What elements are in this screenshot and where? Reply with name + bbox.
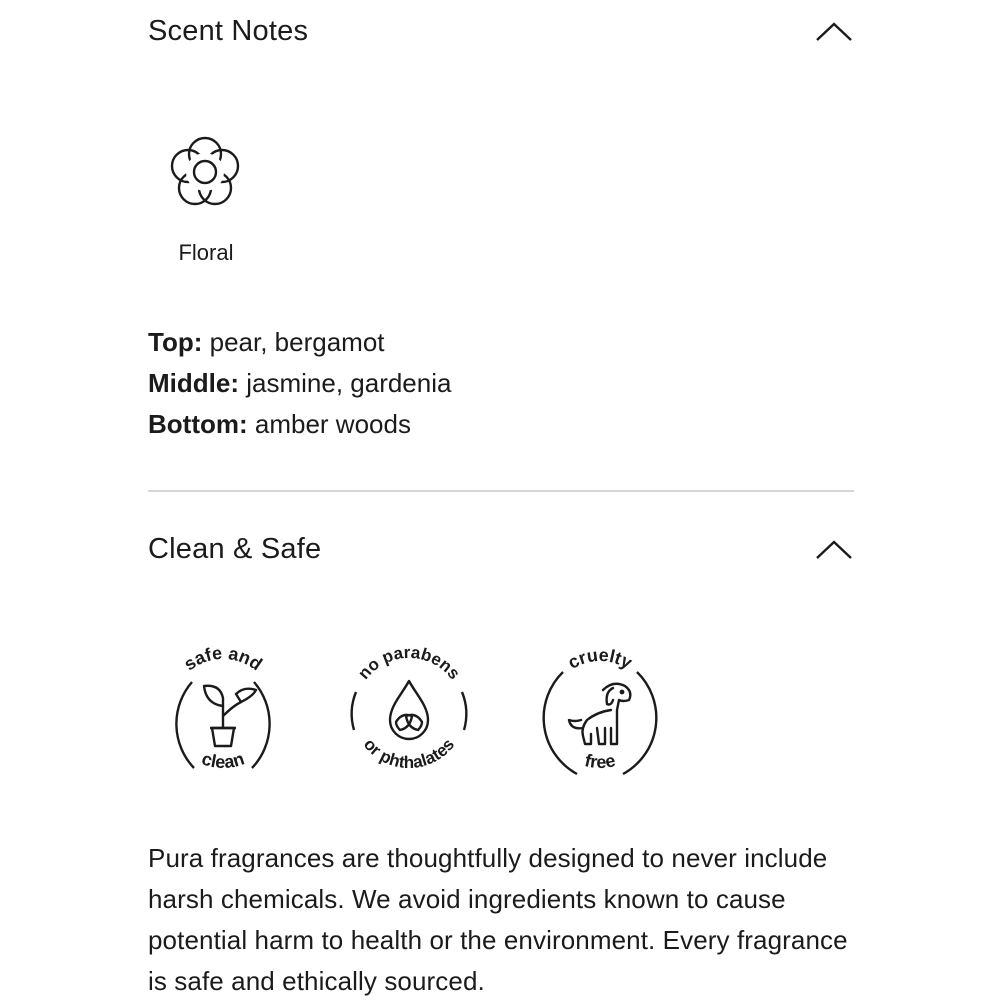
no-parabens-badge bbox=[334, 636, 484, 786]
clean-safe-description: Pura fragrances are thoughtfully designed to never include harsh chemicals. We avoid ingredients known to cause potential harm to health or the environment. Every fragrance is safe and ethically sourced. bbox=[148, 843, 848, 996]
scent-category-label: Floral bbox=[178, 240, 234, 265]
note-top bbox=[148, 322, 451, 363]
badge-bottom-text: or phthalates bbox=[359, 734, 459, 773]
scent-notes-list bbox=[148, 322, 451, 445]
droplet-leaves-icon bbox=[390, 681, 428, 739]
badge-graphic bbox=[525, 636, 675, 786]
cruelty-free-badge bbox=[525, 636, 675, 786]
note-value: amber woods bbox=[254, 409, 411, 439]
svg-text:or phthalates bbox=[360, 735, 458, 772]
svg-text:no parabens bbox=[354, 643, 464, 683]
note-value: jasmine, gardenia bbox=[246, 368, 452, 398]
section-divider bbox=[148, 490, 854, 492]
svg-text:cruelty bbox=[564, 645, 635, 673]
badge-top-text: safe and bbox=[180, 642, 266, 675]
flower-icon bbox=[165, 132, 245, 212]
svg-text:safe and bbox=[180, 643, 266, 675]
badge-graphic bbox=[148, 636, 298, 786]
badge-bottom-text: clean bbox=[199, 748, 247, 773]
plant-icon bbox=[204, 686, 256, 746]
chevron-up-icon[interactable] bbox=[814, 18, 854, 44]
dog-icon bbox=[569, 684, 630, 744]
safe-clean-badge bbox=[148, 636, 298, 786]
note-key: Top: bbox=[148, 327, 203, 357]
badge-top-text: cruelty bbox=[564, 644, 636, 673]
note-bottom bbox=[148, 404, 451, 445]
scent-notes-header[interactable] bbox=[148, 6, 854, 56]
note-key: Middle: bbox=[148, 368, 239, 398]
svg-text:free bbox=[583, 750, 617, 772]
chevron-up-icon[interactable] bbox=[814, 536, 854, 562]
svg-text:clean bbox=[199, 748, 246, 772]
badge-bottom-text: free bbox=[582, 750, 618, 773]
badge-top-text: no parabens bbox=[354, 642, 464, 683]
note-middle bbox=[148, 363, 451, 404]
clean-safe-header[interactable] bbox=[148, 524, 854, 574]
badge-graphic bbox=[334, 636, 484, 786]
scent-notes-title: Scent Notes bbox=[148, 14, 309, 47]
clean-safe-title: Clean & Safe bbox=[148, 532, 322, 565]
note-value: pear, bergamot bbox=[209, 327, 385, 357]
note-key: Bottom: bbox=[148, 409, 248, 439]
